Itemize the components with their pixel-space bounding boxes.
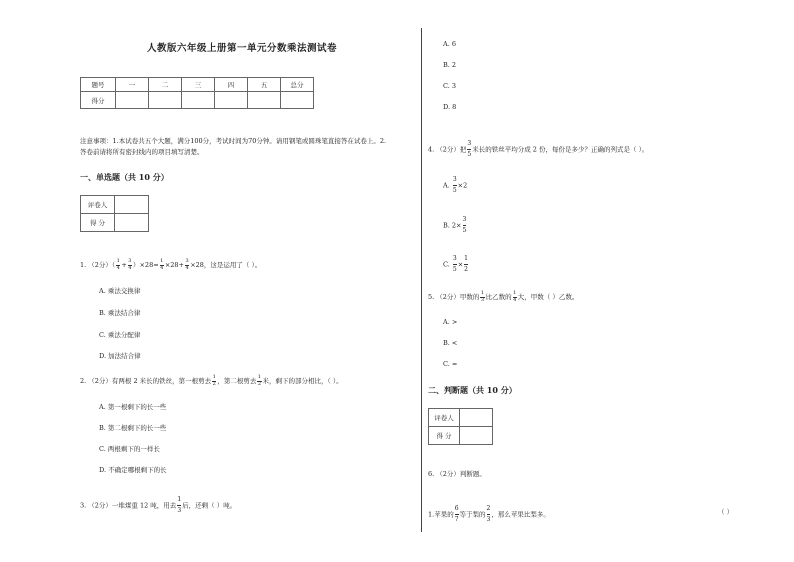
- fraction: $\frac{1}{3}$: [480, 290, 485, 303]
- fraction: $\frac{6}{7}$: [454, 505, 459, 523]
- q1-times2: ×28，这是运用了（ ）。: [190, 261, 262, 269]
- q6-statement: 1.苹果的 $\frac{6}{7}$ 等于梨的 $\frac{2}{3}$ ，那么苹果比梨多。: [428, 505, 550, 523]
- score-table: [80, 77, 314, 109]
- question-5: [428, 291, 578, 303]
- grader-label: 评卷人: [81, 196, 115, 214]
- q1-option-d[interactable]: D. 加法结合律: [99, 352, 141, 360]
- fraction: $\frac{3}{5}$: [452, 176, 457, 194]
- fraction: $\frac{1}{4}$: [160, 258, 164, 271]
- q2-part2: ，第二根剪去: [217, 377, 257, 385]
- grader-table-2: [428, 408, 493, 445]
- score-table-header: 题号: [81, 78, 116, 92]
- q1-option-b[interactable]: B. 乘法结合律: [99, 309, 141, 317]
- score-row-label: 得分: [81, 92, 116, 109]
- fraction: $\frac{1}{4}$: [513, 290, 517, 303]
- fraction: $\frac{3}{5}$: [452, 255, 457, 273]
- fraction: $\frac{2}{3}$: [486, 505, 491, 523]
- column-divider: [421, 28, 422, 532]
- q4-option-b[interactable]: B. 2× $\frac{3}{5}$: [443, 216, 467, 234]
- score-cell[interactable]: [182, 92, 215, 109]
- fraction: $\frac{3}{5}$: [462, 216, 467, 234]
- q3-option-c[interactable]: C. 3: [443, 82, 457, 90]
- fraction: $\frac{1}{2}$: [464, 255, 468, 273]
- question-4: [428, 139, 648, 160]
- q3-option-b[interactable]: B. 2: [443, 61, 457, 69]
- score-label: 得 分: [81, 214, 115, 232]
- score-cell[interactable]: [115, 214, 149, 232]
- notice-line-2: 答卷前请将所有密封线内的项目填写清楚。: [80, 148, 204, 156]
- score-cell[interactable]: [116, 92, 149, 109]
- score-cell[interactable]: [460, 427, 493, 445]
- score-table-header: 总分: [281, 78, 314, 92]
- q3-option-d[interactable]: D. 8: [443, 103, 457, 111]
- section-1-title: 一、单选题（共 10 分）: [80, 172, 169, 182]
- grader-table-1: [80, 195, 149, 232]
- score-cell[interactable]: [281, 92, 314, 109]
- q3-part1: 3. （2分）一堆煤重 12 吨，用去: [80, 501, 177, 510]
- q6-answer-bracket[interactable]: （ ）: [718, 508, 734, 516]
- fraction: $\frac{1}{4}$: [116, 258, 120, 271]
- q1-plus: +: [121, 261, 127, 269]
- score-table-header: 四: [215, 78, 248, 92]
- q4-option-a[interactable]: A. $\frac{3}{5}$ ×2: [443, 176, 468, 194]
- score-cell[interactable]: [248, 92, 281, 109]
- question-2: [80, 375, 343, 387]
- question-1: [80, 259, 261, 271]
- score-label: 得 分: [429, 427, 460, 445]
- score-cell[interactable]: [215, 92, 248, 109]
- fraction: $\frac{3}{4}$: [185, 258, 189, 271]
- q3-part2: 后，还剩（ ）吨。: [182, 501, 237, 510]
- q2-option-a[interactable]: A. 第一根剩下的长一些: [99, 403, 167, 411]
- q2-part3: 米，剩下的部分相比，（ ）。: [262, 377, 343, 385]
- fraction: $\frac{1}{2}$: [212, 374, 216, 387]
- score-cell[interactable]: [149, 92, 182, 109]
- q2-option-b[interactable]: B. 第二根剩下的长一些: [99, 424, 167, 432]
- question-6: 6. （2分）判断题。: [428, 470, 486, 478]
- q5-option-a[interactable]: A. >: [443, 318, 458, 326]
- score-table-header: 三: [182, 78, 215, 92]
- score-table-header: 二: [149, 78, 182, 92]
- q5-part3: 大，甲数（ ）乙数。: [517, 293, 579, 301]
- section-2-title: 二、判断题（共 10 分）: [428, 385, 517, 395]
- grader-cell[interactable]: [460, 409, 493, 427]
- q5-part2: 比乙数的: [485, 293, 512, 301]
- page-title: 人教版六年级上册第一单元分数乘法测试卷: [147, 43, 338, 54]
- q4-part1: 4. （2分）把: [428, 145, 467, 154]
- q1-prefix: 1. （2分）（: [80, 261, 116, 269]
- q2-option-d[interactable]: D. 不确定哪根剩下的长: [99, 466, 167, 474]
- fraction: $\frac{1}{3}$: [177, 496, 182, 514]
- q1-mid: ）×28=: [132, 261, 159, 269]
- q4-option-c[interactable]: C. $\frac{3}{5}$ × $\frac{1}{2}$: [443, 255, 468, 273]
- q5-option-c[interactable]: C. =: [443, 360, 458, 368]
- notice-line-1: 注意事项：1.本试卷共五个大题，满分100分，考试时间为70分钟。请用钢笔或圆珠笔直接答在试卷上。2.: [80, 137, 387, 145]
- q2-part1: 2. （2分）有两根 2 米长的铁丝，第一根剪去: [80, 377, 212, 385]
- grader-cell[interactable]: [115, 196, 149, 214]
- q5-option-b[interactable]: B. <: [443, 339, 458, 347]
- score-table-header: 五: [248, 78, 281, 92]
- q4-part2: 米长的铁丝平均分成 2 份，每份是多少？正确的列式是（ ）。: [472, 145, 649, 154]
- q1-option-a[interactable]: A. 乘法交换律: [99, 287, 141, 295]
- q1-option-c[interactable]: C. 乘法分配律: [99, 331, 141, 339]
- fraction: $\frac{3}{5}$: [467, 140, 472, 158]
- fraction: $\frac{1}{2}$: [257, 374, 262, 387]
- q5-part1: 5. （2分）甲数的: [428, 293, 480, 301]
- question-3: [80, 495, 236, 516]
- q2-option-c[interactable]: C. 两根剩下的一样长: [99, 445, 160, 453]
- q1-times1: ×28+: [164, 261, 185, 269]
- grader-label: 评卷人: [429, 409, 460, 427]
- fraction: $\frac{3}{4}$: [128, 258, 132, 271]
- score-table-header: 一: [116, 78, 149, 92]
- q3-option-a[interactable]: A. 6: [443, 40, 456, 48]
